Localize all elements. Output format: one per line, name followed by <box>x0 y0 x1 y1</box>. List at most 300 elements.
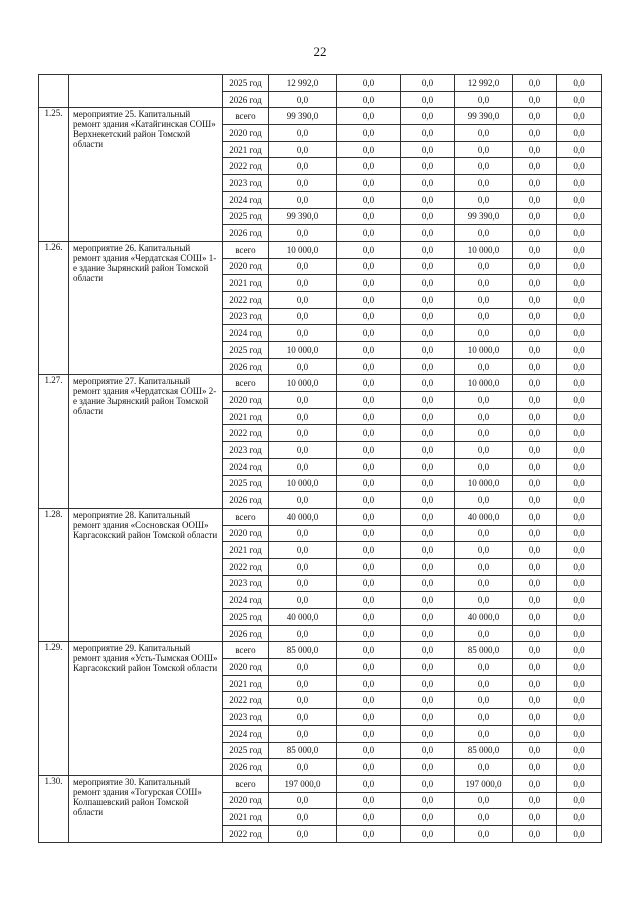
measure-name-cell <box>69 75 223 108</box>
value-cell: 0,0 <box>557 625 602 642</box>
value-cell: 0,0 <box>401 325 455 342</box>
value-cell: 0,0 <box>337 141 401 158</box>
measure-number: 1.26. <box>39 241 69 375</box>
year-cell: 2026 год <box>223 625 269 642</box>
value-cell: 0,0 <box>401 759 455 776</box>
value-cell: 0,0 <box>513 392 557 409</box>
year-cell: 2022 год <box>223 825 269 842</box>
year-cell: всего <box>223 241 269 258</box>
value-cell: 0,0 <box>557 141 602 158</box>
value-cell: 0,0 <box>337 592 401 609</box>
value-cell: 0,0 <box>337 809 401 826</box>
value-cell: 0,0 <box>557 659 602 676</box>
value-cell: 197 000,0 <box>269 775 337 792</box>
value-cell: 0,0 <box>557 825 602 842</box>
value-cell: 0,0 <box>455 725 513 742</box>
value-cell: 0,0 <box>269 809 337 826</box>
value-cell: 0,0 <box>401 158 455 175</box>
measure-number-cell <box>39 75 69 108</box>
value-cell: 0,0 <box>557 308 602 325</box>
value-cell: 0,0 <box>513 291 557 308</box>
value-cell: 0,0 <box>455 659 513 676</box>
value-cell: 0,0 <box>455 225 513 242</box>
value-cell: 0,0 <box>513 208 557 225</box>
value-cell: 0,0 <box>557 325 602 342</box>
year-cell: 2021 год <box>223 408 269 425</box>
value-cell: 0,0 <box>513 492 557 509</box>
value-cell: 0,0 <box>401 442 455 459</box>
value-cell: 0,0 <box>269 258 337 275</box>
year-cell: 2022 год <box>223 558 269 575</box>
value-cell: 0,0 <box>401 91 455 108</box>
year-cell: 2025 год <box>223 208 269 225</box>
value-cell: 0,0 <box>513 692 557 709</box>
value-cell: 0,0 <box>557 191 602 208</box>
value-cell: 0,0 <box>455 825 513 842</box>
value-cell: 0,0 <box>401 692 455 709</box>
value-cell: 0,0 <box>337 342 401 359</box>
measure-number: 1.29. <box>39 642 69 776</box>
value-cell: 0,0 <box>455 275 513 292</box>
value-cell: 0,0 <box>269 792 337 809</box>
value-cell: 0,0 <box>401 458 455 475</box>
year-cell: 2022 год <box>223 692 269 709</box>
value-cell: 0,0 <box>401 742 455 759</box>
value-cell: 0,0 <box>557 158 602 175</box>
value-cell: 10 000,0 <box>455 475 513 492</box>
value-cell: 0,0 <box>269 492 337 509</box>
year-cell: всего <box>223 375 269 392</box>
value-cell: 0,0 <box>513 575 557 592</box>
value-cell: 0,0 <box>455 392 513 409</box>
value-cell: 0,0 <box>337 425 401 442</box>
value-cell: 0,0 <box>557 175 602 192</box>
value-cell: 0,0 <box>557 425 602 442</box>
value-cell: 40 000,0 <box>455 508 513 525</box>
value-cell: 0,0 <box>455 809 513 826</box>
value-cell: 10 000,0 <box>455 342 513 359</box>
page-number: 22 <box>313 44 327 59</box>
value-cell: 0,0 <box>513 325 557 342</box>
value-cell: 0,0 <box>455 442 513 459</box>
value-cell: 0,0 <box>513 141 557 158</box>
value-cell: 0,0 <box>401 492 455 509</box>
value-cell: 0,0 <box>513 108 557 125</box>
value-cell: 0,0 <box>401 175 455 192</box>
value-cell: 0,0 <box>513 225 557 242</box>
year-cell: 2026 год <box>223 225 269 242</box>
table-row <box>39 508 602 525</box>
value-cell: 40 000,0 <box>269 609 337 626</box>
value-cell: 0,0 <box>269 291 337 308</box>
year-cell: 2024 год <box>223 325 269 342</box>
value-cell: 0,0 <box>401 191 455 208</box>
budget-table-body <box>39 75 602 843</box>
year-cell: 2022 год <box>223 158 269 175</box>
value-cell: 0,0 <box>455 492 513 509</box>
value-cell: 0,0 <box>401 825 455 842</box>
value-cell: 0,0 <box>269 308 337 325</box>
value-cell: 85 000,0 <box>455 642 513 659</box>
value-cell: 0,0 <box>401 792 455 809</box>
value-cell: 0,0 <box>337 675 401 692</box>
year-cell: 2026 год <box>223 358 269 375</box>
value-cell: 0,0 <box>401 592 455 609</box>
value-cell: 0,0 <box>401 558 455 575</box>
value-cell: 0,0 <box>557 392 602 409</box>
measure-name: мероприятие 28. Капитальный ремонт здания «Сосновская ООШ» Каргасокский район Томской области <box>69 508 223 642</box>
value-cell: 0,0 <box>401 625 455 642</box>
value-cell: 0,0 <box>557 492 602 509</box>
value-cell: 0,0 <box>337 91 401 108</box>
value-cell: 0,0 <box>455 759 513 776</box>
value-cell: 0,0 <box>401 408 455 425</box>
year-cell: всего <box>223 642 269 659</box>
value-cell: 0,0 <box>269 191 337 208</box>
value-cell: 0,0 <box>513 425 557 442</box>
value-cell: 0,0 <box>557 442 602 459</box>
value-cell: 0,0 <box>269 542 337 559</box>
table-row <box>39 375 602 392</box>
year-cell: 2021 год <box>223 141 269 158</box>
value-cell: 0,0 <box>401 392 455 409</box>
value-cell: 0,0 <box>455 458 513 475</box>
value-cell: 0,0 <box>337 125 401 142</box>
value-cell: 0,0 <box>557 759 602 776</box>
value-cell: 0,0 <box>269 141 337 158</box>
table-row <box>39 108 602 125</box>
value-cell: 0,0 <box>269 325 337 342</box>
value-cell: 0,0 <box>337 525 401 542</box>
year-cell: всего <box>223 108 269 125</box>
year-cell: 2024 год <box>223 458 269 475</box>
value-cell: 0,0 <box>557 125 602 142</box>
year-cell: 2021 год <box>223 542 269 559</box>
value-cell: 0,0 <box>401 642 455 659</box>
value-cell: 0,0 <box>557 108 602 125</box>
value-cell: 0,0 <box>513 191 557 208</box>
value-cell: 0,0 <box>337 408 401 425</box>
value-cell: 10 000,0 <box>269 342 337 359</box>
year-cell: 2020 год <box>223 792 269 809</box>
measure-number: 1.27. <box>39 375 69 509</box>
measure-name: мероприятие 27. Капитальный ремонт здания «Чердатская СОШ» 2-е здание Зырянский район Томской области <box>69 375 223 509</box>
value-cell: 0,0 <box>455 709 513 726</box>
value-cell: 0,0 <box>337 225 401 242</box>
value-cell: 40 000,0 <box>455 609 513 626</box>
value-cell: 0,0 <box>513 609 557 626</box>
measure-name: мероприятие 26. Капитальный ремонт здания «Чердатская СОШ» 1-е здание Зырянский район Томской области <box>69 241 223 375</box>
value-cell: 0,0 <box>513 241 557 258</box>
year-cell: 2023 год <box>223 175 269 192</box>
value-cell: 0,0 <box>557 609 602 626</box>
value-cell: 0,0 <box>455 525 513 542</box>
value-cell: 0,0 <box>455 325 513 342</box>
value-cell: 0,0 <box>401 775 455 792</box>
value-cell: 0,0 <box>455 258 513 275</box>
value-cell: 12 992,0 <box>455 75 513 92</box>
value-cell: 0,0 <box>401 125 455 142</box>
value-cell: 0,0 <box>269 158 337 175</box>
value-cell: 0,0 <box>401 525 455 542</box>
value-cell: 0,0 <box>513 625 557 642</box>
value-cell: 0,0 <box>337 442 401 459</box>
value-cell: 0,0 <box>455 308 513 325</box>
year-cell: 2024 год <box>223 592 269 609</box>
measure-number: 1.28. <box>39 508 69 642</box>
value-cell: 10 000,0 <box>269 375 337 392</box>
measure-name: мероприятие 30. Капитальный ремонт здания «Тогурская СОШ» Колпашевский район Томской области <box>69 775 223 842</box>
value-cell: 0,0 <box>269 759 337 776</box>
year-cell: 2025 год <box>223 75 269 92</box>
year-cell: 2023 год <box>223 442 269 459</box>
year-cell: 2025 год <box>223 475 269 492</box>
value-cell: 0,0 <box>455 125 513 142</box>
year-cell: 2025 год <box>223 342 269 359</box>
value-cell: 0,0 <box>557 642 602 659</box>
value-cell: 40 000,0 <box>269 508 337 525</box>
year-cell: 2021 год <box>223 675 269 692</box>
value-cell: 0,0 <box>513 342 557 359</box>
value-cell: 0,0 <box>337 475 401 492</box>
value-cell: 0,0 <box>513 158 557 175</box>
value-cell: 0,0 <box>557 775 602 792</box>
value-cell: 0,0 <box>337 175 401 192</box>
value-cell: 0,0 <box>513 125 557 142</box>
value-cell: 0,0 <box>401 475 455 492</box>
year-cell: 2023 год <box>223 709 269 726</box>
value-cell: 0,0 <box>401 508 455 525</box>
value-cell: 0,0 <box>337 492 401 509</box>
value-cell: 0,0 <box>337 208 401 225</box>
value-cell: 0,0 <box>337 725 401 742</box>
value-cell: 0,0 <box>269 675 337 692</box>
value-cell: 0,0 <box>557 258 602 275</box>
value-cell: 0,0 <box>401 141 455 158</box>
year-cell: 2020 год <box>223 659 269 676</box>
year-cell: 2025 год <box>223 609 269 626</box>
value-cell: 0,0 <box>513 775 557 792</box>
value-cell: 85 000,0 <box>269 642 337 659</box>
year-cell: 2026 год <box>223 91 269 108</box>
value-cell: 0,0 <box>401 675 455 692</box>
value-cell: 0,0 <box>337 792 401 809</box>
year-cell: 2020 год <box>223 392 269 409</box>
table-row <box>39 241 602 258</box>
year-cell: 2024 год <box>223 191 269 208</box>
value-cell: 0,0 <box>513 709 557 726</box>
value-cell: 0,0 <box>337 775 401 792</box>
value-cell: 0,0 <box>269 825 337 842</box>
value-cell: 0,0 <box>337 258 401 275</box>
value-cell: 0,0 <box>455 408 513 425</box>
value-cell: 0,0 <box>557 742 602 759</box>
value-cell: 0,0 <box>269 558 337 575</box>
value-cell: 99 390,0 <box>269 108 337 125</box>
value-cell: 0,0 <box>337 392 401 409</box>
value-cell: 0,0 <box>269 709 337 726</box>
value-cell: 0,0 <box>401 809 455 826</box>
value-cell: 0,0 <box>455 191 513 208</box>
value-cell: 0,0 <box>269 408 337 425</box>
value-cell: 0,0 <box>401 542 455 559</box>
value-cell: 0,0 <box>337 108 401 125</box>
value-cell: 0,0 <box>401 241 455 258</box>
value-cell: 0,0 <box>455 158 513 175</box>
value-cell: 0,0 <box>513 75 557 92</box>
value-cell: 0,0 <box>557 575 602 592</box>
value-cell: 0,0 <box>513 592 557 609</box>
value-cell: 0,0 <box>455 425 513 442</box>
value-cell: 0,0 <box>513 659 557 676</box>
value-cell: 0,0 <box>455 558 513 575</box>
value-cell: 0,0 <box>513 308 557 325</box>
value-cell: 0,0 <box>455 141 513 158</box>
value-cell: 0,0 <box>513 525 557 542</box>
value-cell: 0,0 <box>513 375 557 392</box>
value-cell: 0,0 <box>455 592 513 609</box>
value-cell: 0,0 <box>455 675 513 692</box>
value-cell: 0,0 <box>557 475 602 492</box>
value-cell: 0,0 <box>513 175 557 192</box>
value-cell: 0,0 <box>337 759 401 776</box>
value-cell: 0,0 <box>269 592 337 609</box>
year-cell: 2024 год <box>223 725 269 742</box>
value-cell: 0,0 <box>455 575 513 592</box>
value-cell: 0,0 <box>337 508 401 525</box>
value-cell: 0,0 <box>557 358 602 375</box>
value-cell: 0,0 <box>337 558 401 575</box>
value-cell: 0,0 <box>401 291 455 308</box>
value-cell: 197 000,0 <box>455 775 513 792</box>
value-cell: 0,0 <box>513 558 557 575</box>
year-cell: 2020 год <box>223 258 269 275</box>
value-cell: 0,0 <box>401 659 455 676</box>
value-cell: 0,0 <box>513 475 557 492</box>
measure-name: мероприятие 29. Капитальный ремонт здания «Усть-Тымская ООШ» Каргасокский район Томской области <box>69 642 223 776</box>
budget-table <box>38 74 602 843</box>
value-cell: 0,0 <box>557 675 602 692</box>
value-cell: 0,0 <box>269 91 337 108</box>
value-cell: 0,0 <box>557 558 602 575</box>
value-cell: 0,0 <box>401 375 455 392</box>
value-cell: 0,0 <box>269 625 337 642</box>
value-cell: 0,0 <box>557 75 602 92</box>
value-cell: 0,0 <box>557 208 602 225</box>
value-cell: 0,0 <box>337 625 401 642</box>
value-cell: 0,0 <box>557 375 602 392</box>
value-cell: 0,0 <box>269 458 337 475</box>
value-cell: 0,0 <box>557 458 602 475</box>
value-cell: 0,0 <box>557 408 602 425</box>
value-cell: 0,0 <box>401 725 455 742</box>
value-cell: 0,0 <box>401 275 455 292</box>
value-cell: 0,0 <box>337 158 401 175</box>
value-cell: 99 390,0 <box>455 208 513 225</box>
year-cell: 2021 год <box>223 809 269 826</box>
measure-name: мероприятие 25. Капитальный ремонт здания «Катайгинская СОШ» Верхнекетский район Томской области <box>69 108 223 242</box>
value-cell: 0,0 <box>401 342 455 359</box>
value-cell: 0,0 <box>513 458 557 475</box>
value-cell: 99 390,0 <box>455 108 513 125</box>
value-cell: 0,0 <box>269 392 337 409</box>
value-cell: 0,0 <box>269 225 337 242</box>
value-cell: 0,0 <box>455 692 513 709</box>
value-cell: 85 000,0 <box>269 742 337 759</box>
value-cell: 0,0 <box>269 575 337 592</box>
value-cell: 0,0 <box>401 609 455 626</box>
value-cell: 0,0 <box>455 542 513 559</box>
value-cell: 0,0 <box>269 125 337 142</box>
value-cell: 0,0 <box>269 175 337 192</box>
value-cell: 0,0 <box>337 825 401 842</box>
value-cell: 0,0 <box>337 358 401 375</box>
value-cell: 10 000,0 <box>269 475 337 492</box>
value-cell: 0,0 <box>557 225 602 242</box>
value-cell: 0,0 <box>401 358 455 375</box>
value-cell: 0,0 <box>513 792 557 809</box>
value-cell: 0,0 <box>337 542 401 559</box>
value-cell: 0,0 <box>337 291 401 308</box>
value-cell: 0,0 <box>513 408 557 425</box>
value-cell: 10 000,0 <box>269 241 337 258</box>
year-cell: 2025 год <box>223 742 269 759</box>
value-cell: 0,0 <box>557 692 602 709</box>
value-cell: 0,0 <box>401 575 455 592</box>
value-cell: 0,0 <box>337 75 401 92</box>
value-cell: 0,0 <box>513 91 557 108</box>
value-cell: 0,0 <box>513 275 557 292</box>
value-cell: 85 000,0 <box>455 742 513 759</box>
value-cell: 0,0 <box>401 258 455 275</box>
value-cell: 0,0 <box>337 375 401 392</box>
value-cell: 0,0 <box>455 291 513 308</box>
value-cell: 0,0 <box>269 275 337 292</box>
value-cell: 0,0 <box>337 325 401 342</box>
year-cell: 2022 год <box>223 425 269 442</box>
value-cell: 0,0 <box>337 692 401 709</box>
table-row <box>39 75 602 92</box>
value-cell: 0,0 <box>513 508 557 525</box>
value-cell: 0,0 <box>513 358 557 375</box>
value-cell: 0,0 <box>557 792 602 809</box>
value-cell: 0,0 <box>337 742 401 759</box>
value-cell: 0,0 <box>557 525 602 542</box>
year-cell: 2022 год <box>223 291 269 308</box>
table-row <box>39 642 602 659</box>
value-cell: 0,0 <box>557 709 602 726</box>
value-cell: 0,0 <box>337 275 401 292</box>
value-cell: 0,0 <box>337 659 401 676</box>
value-cell: 0,0 <box>269 442 337 459</box>
value-cell: 0,0 <box>557 508 602 525</box>
value-cell: 0,0 <box>269 725 337 742</box>
value-cell: 12 992,0 <box>269 75 337 92</box>
value-cell: 0,0 <box>513 542 557 559</box>
value-cell: 0,0 <box>337 241 401 258</box>
value-cell: 0,0 <box>401 75 455 92</box>
value-cell: 0,0 <box>337 642 401 659</box>
year-cell: всего <box>223 775 269 792</box>
value-cell: 0,0 <box>513 675 557 692</box>
value-cell: 0,0 <box>269 525 337 542</box>
value-cell: 0,0 <box>513 759 557 776</box>
value-cell: 0,0 <box>455 91 513 108</box>
value-cell: 0,0 <box>557 592 602 609</box>
value-cell: 0,0 <box>557 91 602 108</box>
value-cell: 0,0 <box>455 175 513 192</box>
value-cell: 0,0 <box>557 725 602 742</box>
